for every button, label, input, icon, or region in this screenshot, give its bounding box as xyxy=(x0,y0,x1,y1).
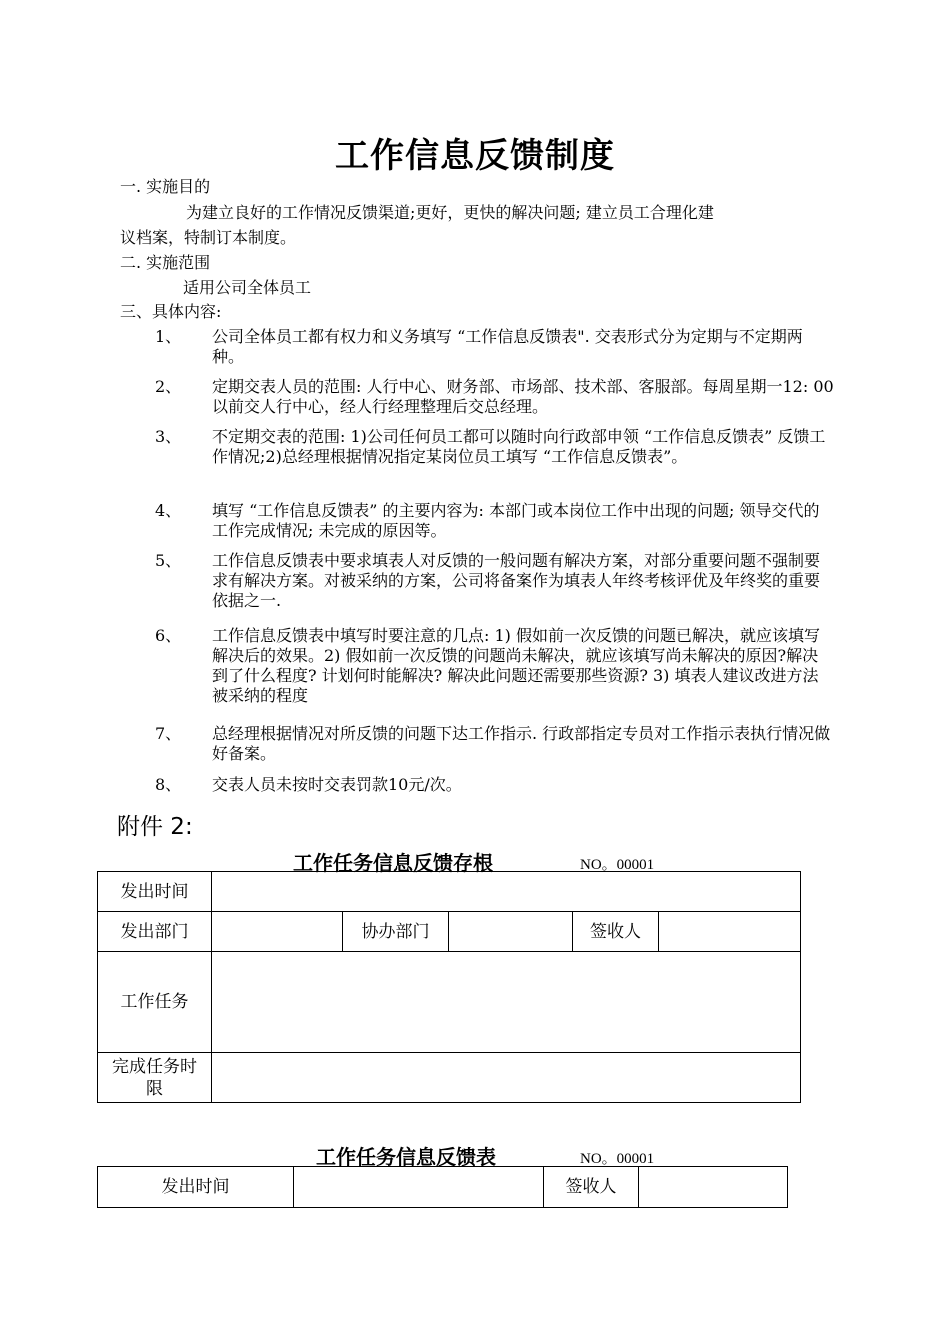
item-text-3: 不定期交表的范围: 1)公司任何员工都可以随时向行政部申领 “工作信息反馈表” 反馈工作情况;2)总经理根据情况指定某岗位员工填写 “工作信息反馈表”。 xyxy=(212,427,826,466)
stub-field-issue-dept[interactable] xyxy=(212,912,343,952)
item-text-1: 公司全体员工都有权力和义务填写 “工作信息反馈表". 交表形式分为定期与不定期两种。 xyxy=(212,327,803,366)
stub-row-issue-time xyxy=(98,872,801,912)
stub-label-receiver: 签收人 xyxy=(573,912,659,952)
stub-label-task: 工作任务 xyxy=(98,952,212,1053)
stub-field-assist-dept[interactable] xyxy=(449,912,573,952)
feedback-label-issue-time: 发出时间 xyxy=(98,1167,294,1208)
stub-row-deadline xyxy=(98,1053,801,1103)
stub-label-deadline: 完成任务时限 xyxy=(98,1053,212,1103)
attachment-label: 附件 2: xyxy=(117,814,193,840)
section-body-purpose-line2: 议档案，特制订本制度。 xyxy=(120,228,297,247)
item-number-8: 8、 xyxy=(155,775,182,794)
item-text-5: 工作信息反馈表中要求填表人对反馈的一般问题有解决方案，对部分重要问题不强制要求有解决方案。对被采纳的方案，公司将备案作为填表人年终考核评优及年终奖的重要依据之一. xyxy=(212,551,821,610)
section-heading-scope: 二. 实施范围 xyxy=(120,253,211,272)
item-number-5: 5、 xyxy=(155,551,182,570)
item-number-7: 7、 xyxy=(155,724,182,743)
item-text-8: 交表人员未按时交表罚款10元/次。 xyxy=(212,775,462,794)
feedback-form-title: 工作任务信息反馈表 xyxy=(316,1145,496,1169)
item-number-4: 4、 xyxy=(155,501,182,520)
stub-label-issue-time: 发出时间 xyxy=(98,872,212,912)
section-body-scope: 适用公司全体员工 xyxy=(183,278,312,297)
stub-form-number: NO。00001 xyxy=(580,857,655,873)
document-title: 工作信息反馈制度 xyxy=(335,136,615,176)
stub-field-issue-time[interactable] xyxy=(212,872,801,912)
item-number-2: 2、 xyxy=(155,377,182,396)
item-text-7: 总经理根据情况对所反馈的问题下达工作指示. 行政部指定专员对工作指示表执行情况做好备案。 xyxy=(212,724,831,763)
feedback-label-receiver: 签收人 xyxy=(544,1167,639,1208)
feedback-form-table xyxy=(97,1166,788,1208)
stub-form-table xyxy=(97,871,801,1103)
stub-label-issue-dept: 发出部门 xyxy=(98,912,212,952)
stub-field-task[interactable] xyxy=(212,952,801,1053)
stub-label-assist-dept: 协办部门 xyxy=(343,912,449,952)
feedback-field-receiver[interactable] xyxy=(639,1167,788,1208)
feedback-row-issue-time xyxy=(98,1167,788,1208)
item-text-6: 工作信息反馈表中填写时要注意的几点: 1) 假如前一次反馈的问题已解决，就应该填写解决后的效果。2) 假如前一次反馈的问题尚未解决，就应该填写尚未解决的原因?解决到了什么程度? 计划何时能解决? 解决此问题还需要那些资源? 3) 填表人建议改进方法被采纳的程度 xyxy=(212,626,820,705)
stub-row-task xyxy=(98,952,801,1053)
stub-row-departments xyxy=(98,912,801,952)
stub-form-title: 工作任务信息反馈存根 xyxy=(293,851,493,875)
item-text-2: 定期交表人员的范围: 人行中心、财务部、市场部、技术部、客服部。每周星期一12: 00以前交人行中心，经人行经理整理后交总经理。 xyxy=(212,377,834,416)
feedback-form-number: NO。00001 xyxy=(580,1151,655,1167)
section-body-purpose-line1 xyxy=(120,203,835,223)
section-heading-content: 三、具体内容: xyxy=(120,302,222,321)
item-number-1: 1、 xyxy=(155,327,182,346)
item-text-4: 填写 “工作信息反馈表” 的主要内容为: 本部门或本岗位工作中出现的问题; 领导交代的工作完成情况; 未完成的原因等。 xyxy=(212,501,820,540)
section-heading-purpose: 一. 实施目的 xyxy=(120,177,211,196)
stub-field-deadline[interactable] xyxy=(212,1053,801,1103)
stub-field-receiver[interactable] xyxy=(659,912,801,952)
item-number-6: 6、 xyxy=(155,626,182,645)
purpose-text-line1: 为建立良好的工作情况反馈渠道;更好，更快的解决问题; 建立员工合理化建 xyxy=(186,203,714,222)
feedback-field-issue-time[interactable] xyxy=(294,1167,544,1208)
item-number-3: 3、 xyxy=(155,427,182,446)
